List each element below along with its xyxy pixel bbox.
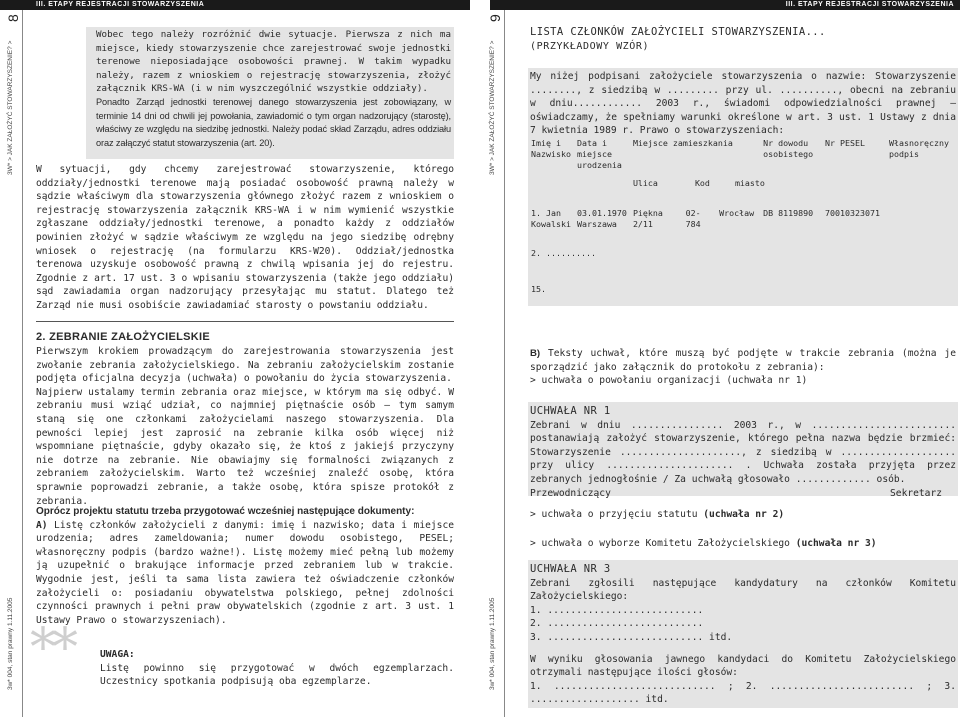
b-text: Teksty uchwał, które muszą być podjęte w trakcie zebrania (można je sporządzić jako załącznik do protokołu z zebrania): xyxy=(530,348,956,373)
u1-signatures xyxy=(530,487,956,501)
list-title: LISTA CZŁONKÓW ZAŁOŻYCIELI STOWARZYSZENIA... xyxy=(530,26,826,38)
th-pesel: Nr PESEL xyxy=(825,138,866,148)
row1-id: DB 8119890 xyxy=(763,208,814,218)
row1-city: Wrocław xyxy=(719,208,755,218)
th-id: Nr dowodu osobistego xyxy=(763,138,814,159)
shaded-text xyxy=(96,28,451,150)
th-address-sub xyxy=(633,178,783,189)
u3-c3: 3. ........................... itd. xyxy=(530,631,733,643)
note-text: Listę powinno się przygotować w dwóch egzemplarzach. Uczestnicy spotkania podpisują oba egzemplarze. xyxy=(100,662,454,688)
u2-item xyxy=(530,508,956,522)
th-code: Kod xyxy=(694,178,710,188)
u3-c2: 2. ........................... xyxy=(530,618,704,630)
u1-block xyxy=(530,405,956,500)
u3-item xyxy=(530,537,956,551)
u1-title: UCHWAŁA NR 1 xyxy=(530,405,611,417)
u2-pre: > uchwała o przyjęciu statutu xyxy=(530,509,704,520)
right-side-footer: 3w* 004, stan prawny 1.11.2005 xyxy=(489,597,496,690)
left-side-title: 3W* > JAK ZAŁOŻYĆ STOWARZYSZENIE? > xyxy=(7,40,14,175)
note-stars: ** xyxy=(30,618,74,678)
founders-table xyxy=(528,136,958,302)
table-header-row xyxy=(528,136,958,206)
right-header-bar xyxy=(490,0,960,10)
row1-name: 1. Jan Kowalski xyxy=(531,208,571,229)
u3-title: UCHWAŁA NR 3 xyxy=(530,563,611,575)
right-page xyxy=(480,0,960,717)
u1-secretary: Sekretarz xyxy=(890,487,942,499)
right-header: III. ETAPY REJESTRACJI STOWARZYSZENIA xyxy=(785,1,954,8)
th-signature: Własnoręczny podpis xyxy=(889,138,949,159)
docs-a-text: Listę członków założycieli z danymi: imię i nazwisko; data i miejsce urodzenia; adres zameldowania; numer dowodu osobistego, PESEL; własnoręczny podpis (bardzo ważne!). Listę możemy mieć pełną lub możemy ją uzupełnić o brakujące informacje przed zebraniem lub w trakcie. Wygodnie jest, jeśli ta sama lista zawiera też oświadczenie członków założycieli o: posiadaniu obywatelstwa polskiego, pełnej zdolności czynności prawnych i pełni praw obywatelskich (zgodnie z art. 3 ust. 1 Ustawy Prawo o stowarzyszeniach). xyxy=(36,519,454,626)
th-birth: Data i miejsce urodzenia xyxy=(576,138,622,170)
th-street: Ulica xyxy=(632,178,658,188)
para-sytuacja: W sytuacji, gdy chcemy zarejestrować stowarzyszenie, którego oddziały/jednostki terenowe mają posiadać osobowość prawną należy w sądzie właściwym dla stowarzyszenia głównego złożyć razem z wnioskiem o rejestrację stowarzyszenia załącznik KRS-WA i w nim wymienić wszystkie zgłaszane oddziały/jednostki terenowe, a ponadto każdy z oddziałów powinien złożyć w sądzie właściwym ze względu na jego siedzibę odrębny wniosek o rejestrację (na formularzu KRS-W20). Oddział/jednostka terenowa uzyskuje osobowość prawną z chwilą wpisania jej do rejestru. Zgodnie z art. 17 ust. 3 o wpisaniu stowarzyszenia (także jego oddziału) sąd zawiadamia organ nadzorujący przesyłając mu statut. Dlatego też Zarząd nie musi osobiście zawiadamiać starosty o powstaniu oddziału. xyxy=(36,164,454,311)
table-row xyxy=(528,282,958,302)
u3-text: Zebrani zgłosili następujące kandydatury na członków Komitetu Założycielskiego: xyxy=(530,577,956,603)
left-header: III. ETAPY REJESTRACJI STOWARZYSZENIA xyxy=(36,1,205,8)
row15: 15. xyxy=(531,284,546,294)
shaded-para2: Ponadto Zarząd jednostki terenowej danego stowarzyszenia jest zobowiązany, w terminie 14 dni od chwili jej powołania, zawiadomić o tym organ nadzorujący (starostę), właściwy ze względu na siedzibę jednostki. Należy podać skład Zarządu, adres oddziału oraz załączyć statut stowarzyszenia (art. 20). xyxy=(96,96,451,148)
b-block xyxy=(530,347,956,388)
row1-pesel: 70010323071 xyxy=(825,208,880,218)
th-address-label: Miejsce zamieszkania xyxy=(632,138,733,148)
right-side-title: 3W* > JAK ZAŁOŻYĆ STOWARZYSZENIE? > xyxy=(489,40,496,175)
section2-para2: Najpierw ustalamy termin zebrania oraz miejsce, w którym ma się odbyć. W zebraniu musi wziąć udział, co najmniej piętnaście osób – tym samym staną się one członkami założycielami naszego stowarzyszenia. Dla pewności lepiej jest zaprosić na zebranie kilka osób więcej niż wspomniane piętnaście, gdyby okazało się, że ktoś z jakiejś przyczyny nie dotrze na zebranie. Nie obawiajmy się formalności związanych z zebraniem założycielskim. Warto też wcześniej znaleźć osobę, która sprawnie poprowadzi zebranie, a także osobę, która spisze protokół z zebrania. xyxy=(36,386,454,507)
right-page-number: 9 xyxy=(487,14,503,22)
section2-body xyxy=(36,345,454,508)
section2-rule xyxy=(36,321,454,322)
row1-signature xyxy=(886,206,958,246)
u1-text: Zebrani w dniu ................ 2003 r., w ......................... postanawiają założyć stowarzyszenie, którego pełna nazwa będzie brzmieć: Stowarzyszenie ....................., z siedzibą w .................... przy ulicy ...................... . Uchwała została przyjęta przez zebranych jednogłośnie / Za uchwałą głosowało ............. osób. xyxy=(530,419,956,485)
shaded-para1: Wobec tego należy rozróżnić dwie sytuacje. Pierwsza z nich ma miejsce, kiedy stowarzyszenie chce zarejestrować swoje jednostki terenowe nieposiadające osobowości prawnej. W takim wypadku należy, razem z wnioskiem o rejestrację stowarzyszenia, złożyć załącznik KRS-WA (i w nim wyszczególnić wszystkie oddziały). xyxy=(96,29,451,95)
left-page-number: 8 xyxy=(5,14,21,22)
docs-title: Oprócz projektu statutu trzeba przygotować wcześniej następujące dokumenty: xyxy=(36,506,415,517)
docs-block xyxy=(36,505,454,627)
th-address xyxy=(630,136,765,206)
row1-code: 02-784 xyxy=(685,208,701,229)
row1-street: Piękna 2/11 xyxy=(632,208,663,229)
docs-a-label: A) xyxy=(36,519,48,531)
left-side-footer: 3w* 004, stan prawny 1.11.2005 xyxy=(7,597,14,690)
note-title: UWAGA: xyxy=(100,649,135,660)
u1-chair: Przewodniczący xyxy=(530,487,611,499)
note-block xyxy=(100,648,454,689)
left-divider xyxy=(22,10,23,717)
th-city: miasto xyxy=(734,178,765,188)
u2-bold: (uchwała nr 2) xyxy=(703,509,785,520)
row2: 2. .......... xyxy=(531,248,596,258)
b-label: B) xyxy=(530,348,541,359)
declaration: My niżej podpisani założyciele stowarzyszenia o nazwie: Stowarzyszenie ........, z siedzibą w ......... przy ul. .........., obecni na zebraniu w dniu............ 2003 r., świadomi odpowiedzialności prawnej – oświadczamy, że spełniamy warunki określone w art. 3 ust. 1 Ustawy z dnia 7 kwietnia 1989 r. Prawo o stowarzyszeniach: xyxy=(530,71,956,137)
u3-block xyxy=(530,563,956,707)
left-side-strip xyxy=(0,0,22,717)
th-name: Imię i Nazwisko xyxy=(531,138,571,159)
right-side-strip xyxy=(482,0,504,717)
u3-c1: 1. ........................... xyxy=(530,604,704,616)
right-divider xyxy=(504,10,505,717)
section2-para1: Pierwszym krokiem prowadzącym do zarejestrowania stowarzyszenia jest zwołanie zebrania założycielskiego. Na zebraniu założycielskim zostanie podjęta oficjalna decyzja (uchwała) o powołaniu do życia stowarzyszenia. xyxy=(36,346,454,385)
table-row xyxy=(528,246,958,282)
table-row xyxy=(528,206,958,246)
section2-title: 2. ZEBRANIE ZAŁOŻYCIELSKIE xyxy=(36,331,211,343)
u3-votes: 1. ............................ ; 2. ......................... ; 3. ................... itd. xyxy=(530,680,956,706)
u3-bold: (uchwała nr 3) xyxy=(795,538,877,549)
row1-birth: 03.01.1970 Warszawa xyxy=(576,208,627,229)
u3-pre: > uchwała o wyborze Komitetu Założycielskiego xyxy=(530,538,796,549)
list-subtitle: (PRZYKŁADOWY WZÓR) xyxy=(530,41,650,52)
left-header-bar xyxy=(0,0,470,10)
u3-vote: W wyniku głosowania jawnego kandydaci do Komitetu Założycielskiego otrzymali następujące ilości głosów: xyxy=(530,653,956,679)
b-item: > uchwała o powołaniu organizacji (uchwała nr 1) xyxy=(530,375,808,387)
